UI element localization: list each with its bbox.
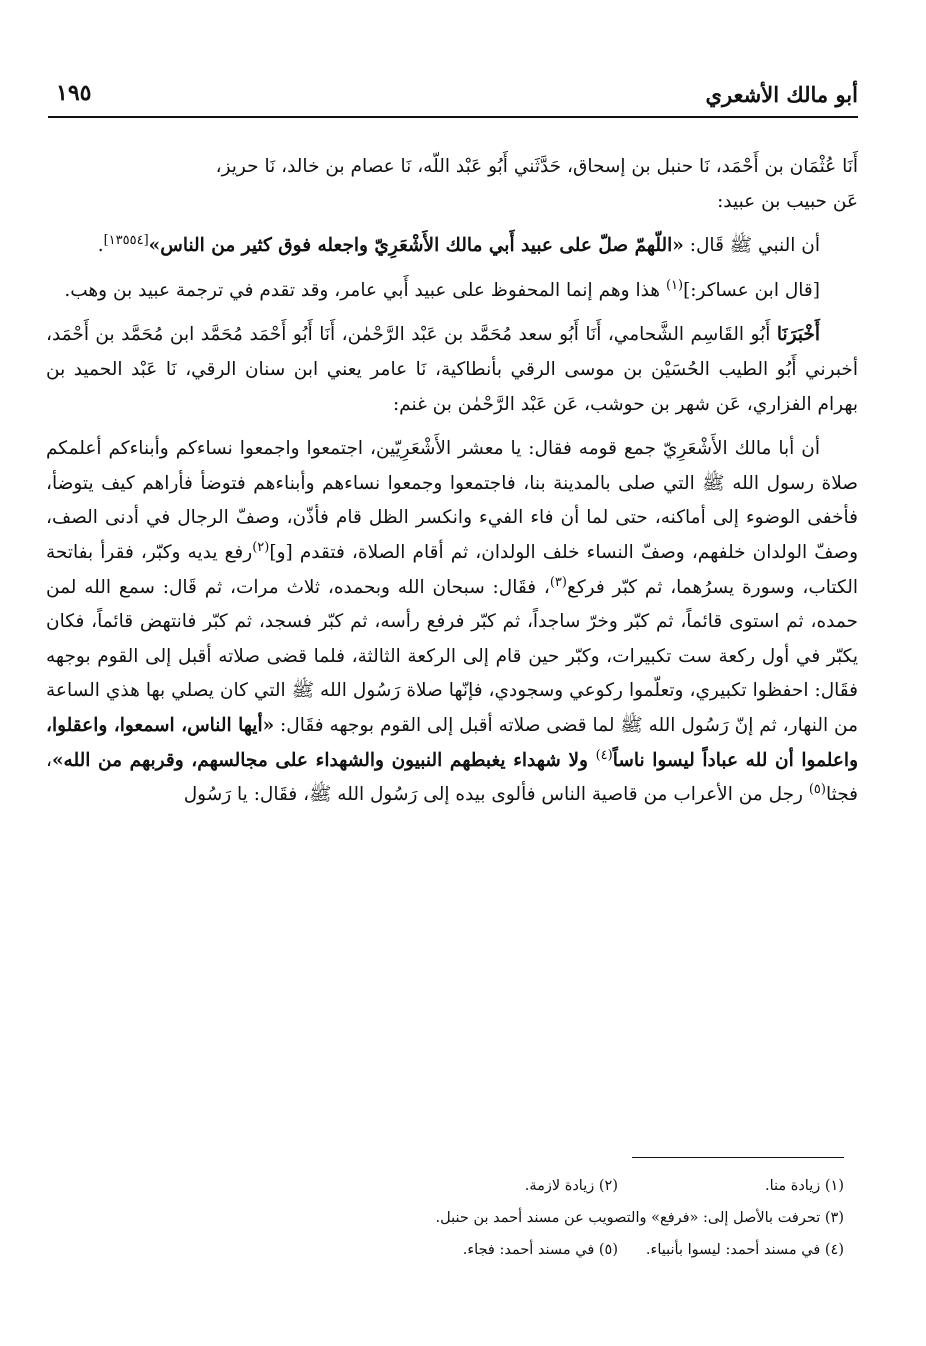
footnote-1: (١) زيادة منا. <box>764 1178 844 1194</box>
hadith-2-part-b: رفع يديه وكبّر، فقرأ بفاتحة الكتاب، وسورة يسرُهما، ثم كبّر فركع <box>46 541 858 598</box>
footnote-separator <box>632 1157 844 1158</box>
hadith-paragraph-2 <box>46 432 858 813</box>
hadith-number-ref: [١٣٥٥٤] <box>103 233 149 249</box>
footnote-2: (٢) زيادة لازمة. <box>524 1178 618 1194</box>
footnote-5: (٥) في مسند أحمد: فجاء. <box>462 1242 618 1258</box>
editor-note-prefix: [قال ابن عساكر:] <box>683 279 820 301</box>
footnote-marker-4: (٤) <box>595 747 613 763</box>
hadith-2-part-e: رجل من الأعراب من قاصية الناس فألوى بيده إلى رَسُول الله ﷺ، فقَال: يا رَسُول <box>183 784 809 806</box>
footnote-marker-2: (٢) <box>252 539 270 555</box>
hadith-2-part-c: ، فقَال: سبحان الله وبحمده، ثلاث مرات، ثم قَال: سمع الله لمن حمده، ثم استوى قائماً، ثم كبّر وخرّ ساجداً، ثم كبّر فرفع رأسه، ثم كبّر فسجد، ثم كبّر فانتهض قائماً، فكان يكبّر في أول ركعة ست تكبيرات، وكبّر حين قام إلى الركعة الثالثة، فلما قضى صلاته أقبل إلى القوم بوجهه فقَال: احفظوا تكبيري، وتعلّموا ركوعي وسجودي، فإنّها صلاة رَسُول الله ﷺ التي كان يصلي بها هذي الساعة من النهار، ثم إنّ رَسُول الله ﷺ لما قضى صلاته أقبل إلى القوم بوجهه فقَال: <box>46 576 858 736</box>
isnad-line-1: أَنَا عُثْمَان بن أَحْمَد، نَا حنبل بن إسحاق، حَدَّثَني أَبُو عَبْد اللّه، نَا عصام بن خالد، نَا حريز، <box>215 156 858 177</box>
hadith-2-quote-2: ولا شهداء يغبطهم النبيون والشهداء على مجالسهم، وقربهم من الله» <box>51 749 596 771</box>
hadith-2-quote-1: «أيها الناس، اسمعوا، واعقلوا، واعلموا أن لله عباداً ليسوا ناساً <box>46 714 858 771</box>
footnote-marker-1: (١) <box>665 277 684 293</box>
footnote-row <box>60 1202 844 1234</box>
hadith-2-part-d: ، فجثا <box>46 749 858 806</box>
akhbarana-keyword: أَخْبَرَنَا <box>776 324 820 346</box>
hadith-1-text: «اللّهمّ صلّ على عبيد أَبي مالك الأَشْعَرِيّ واجعله فوق كثير من الناس» <box>148 235 684 257</box>
editor-note-paragraph <box>46 274 858 309</box>
editor-note-text: هذا وهم إنما المحفوظ على عبيد أَبي عامر، وقد تقدم في ترجمة عبيد بن وهب. <box>64 279 666 301</box>
isnad-paragraph-end <box>46 185 858 220</box>
isnad-2-text: أَبُو القَاسِم الشَّحامي، أَنَا أَبُو سعد مُحَمَّد بن عَبْد الرَّحْمٰن، أَنَا أَبُو أَحْمَد مُحَمَّد ابن مُحَمَّد بن أَحْمَد، أخبرني أَبُو الطيب الحُسَيْن بن موسى الرقي بأنطاكية، نَا عامر يعني ابن سنان الرقي، نَا عَبْد الحميد بن بهرام الفزاري، عَن شهر بن حوشب، عَن عَبْد الرَّحْمٰن بن غنم: <box>46 324 858 415</box>
hadith-2-part-a: أن أبا مالك الأَشْعَرِيّ جمع قومه فقال: يا معشر الأَشْعَرِيّين، اجتمعوا واجمعوا نساءكم وأبناءكم أعلمكم صلاة رسول الله ﷺ التي صلى بالمدينة بنا، فاجتمعوا وجمعوا نساءهم وأبناءهم فتوضأ فأراهم كيف يتوضأ، فأخفى الوضوء إلى أماكنه، حتى لما أن فاء الفيء وانكسر الظل قام فأذّن، وصفّ الرجال في أدنى الصف، وصفّ الولدان خلفهم، وصفّ النساء خلف الولدان، ثم أقام الصلاة، فتقدم [و] <box>46 438 858 563</box>
hadith-1-intro: أن النبي ﷺ قَال: <box>683 235 820 257</box>
footnote-marker-3: (٣) <box>549 574 567 590</box>
body-text <box>46 150 858 813</box>
footnote-row <box>60 1170 844 1202</box>
footnote-4: (٤) في مسند أحمد: ليسوا بأنبياء. <box>645 1242 844 1258</box>
running-title: أبو مالك الأشعري <box>705 82 858 107</box>
hadith-paragraph-1: أن النبي ﷺ قَال: «اللّهمّ صلّ على عبيد أَبي مالك الأَشْعَرِيّ واجعله فوق كثير من الناس»[١٣٥٥٤]. <box>97 233 820 257</box>
footnote-marker-5: (٥) <box>808 781 826 797</box>
footnote-row <box>60 1234 844 1266</box>
footnote-3: (٣) تحرفت بالأصل إلى: «فرفع» والتصويب عن مسند أحمد بن حنبل. <box>435 1210 844 1226</box>
isnad-line-2: عَن حبيب بن عبيد: <box>717 190 858 212</box>
isnad-paragraph-2 <box>46 318 858 422</box>
page-header <box>48 78 858 118</box>
footnotes <box>60 1170 844 1266</box>
page-number: ١٩٥ <box>56 80 92 106</box>
isnad-paragraph <box>46 150 858 185</box>
